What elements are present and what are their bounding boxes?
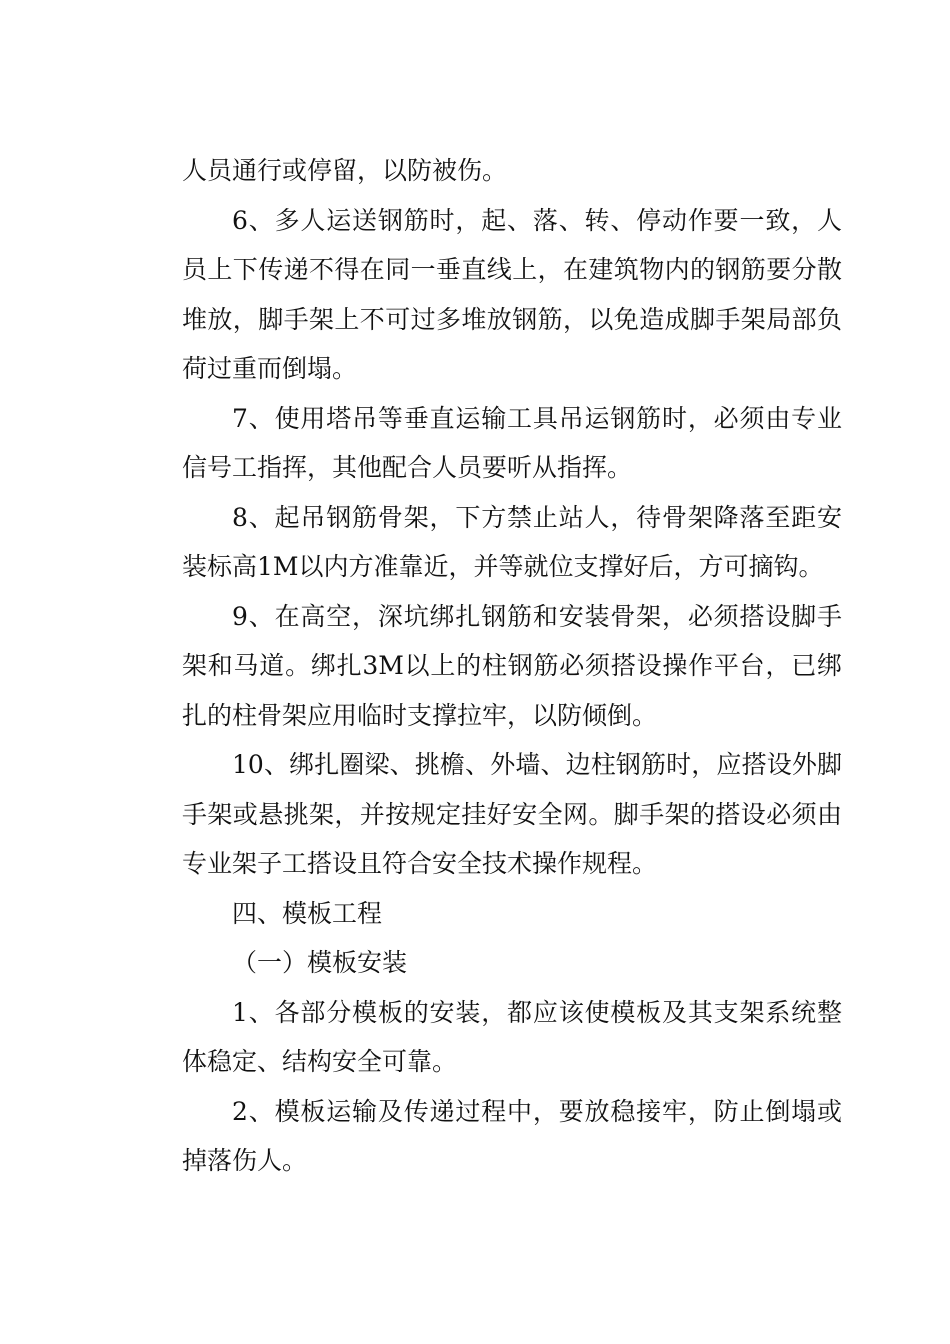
paragraph-continuation: 人员通行或停留，以防被伤。 [182, 156, 508, 185]
paragraph-item-8: 8、起吊钢筋骨架，下方禁止站人，待骨架降落至距安装标高1M以内方准靠近，并等就位支撑好后，方可摘钩。 [182, 502, 842, 581]
paragraph-item-9: 9、在高空，深坑绑扎钢筋和安装骨架，必须搭设脚手架和马道。绑扎3M以上的柱钢筋必须搭设操作平台，已绑扎的柱骨架应用临时支撑拉牢，以防倾倒。 [182, 601, 842, 730]
paragraph-item-10: 10、绑扎圈梁、挑檐、外墙、边柱钢筋时，应搭设外脚手架或悬挑架，并按规定挂好安全网。脚手架的搭设必须由专业架子工搭设且符合安全技术操作规程。 [182, 750, 842, 878]
paragraph-item-1: 1、各部分模板的安装，都应该使模板及其支架系统整体稳定、结构安全可靠。 [182, 997, 842, 1076]
paragraph-item-6: 6、多人运送钢筋时，起、落、转、停动作要一致，人员上下传递不得在同一垂直线上，在建筑物内的钢筋要分散堆放，脚手架上不可过多堆放钢筋，以免造成脚手架局部负荷过重而倒塌。 [182, 205, 842, 383]
paragraph-item-2: 2、模板运输及传递过程中，要放稳接牢，防止倒塌或掉落伤人。 [182, 1096, 842, 1175]
subsection-heading: （一）模板安装 [232, 948, 408, 977]
document-body [182, 146, 842, 1186]
section-heading: 四、模板工程 [232, 898, 383, 928]
paragraph-item-7: 7、使用塔吊等垂直运输工具吊运钢筋时，必须由专业信号工指挥，其他配合人员要听从指挥。 [182, 403, 842, 482]
